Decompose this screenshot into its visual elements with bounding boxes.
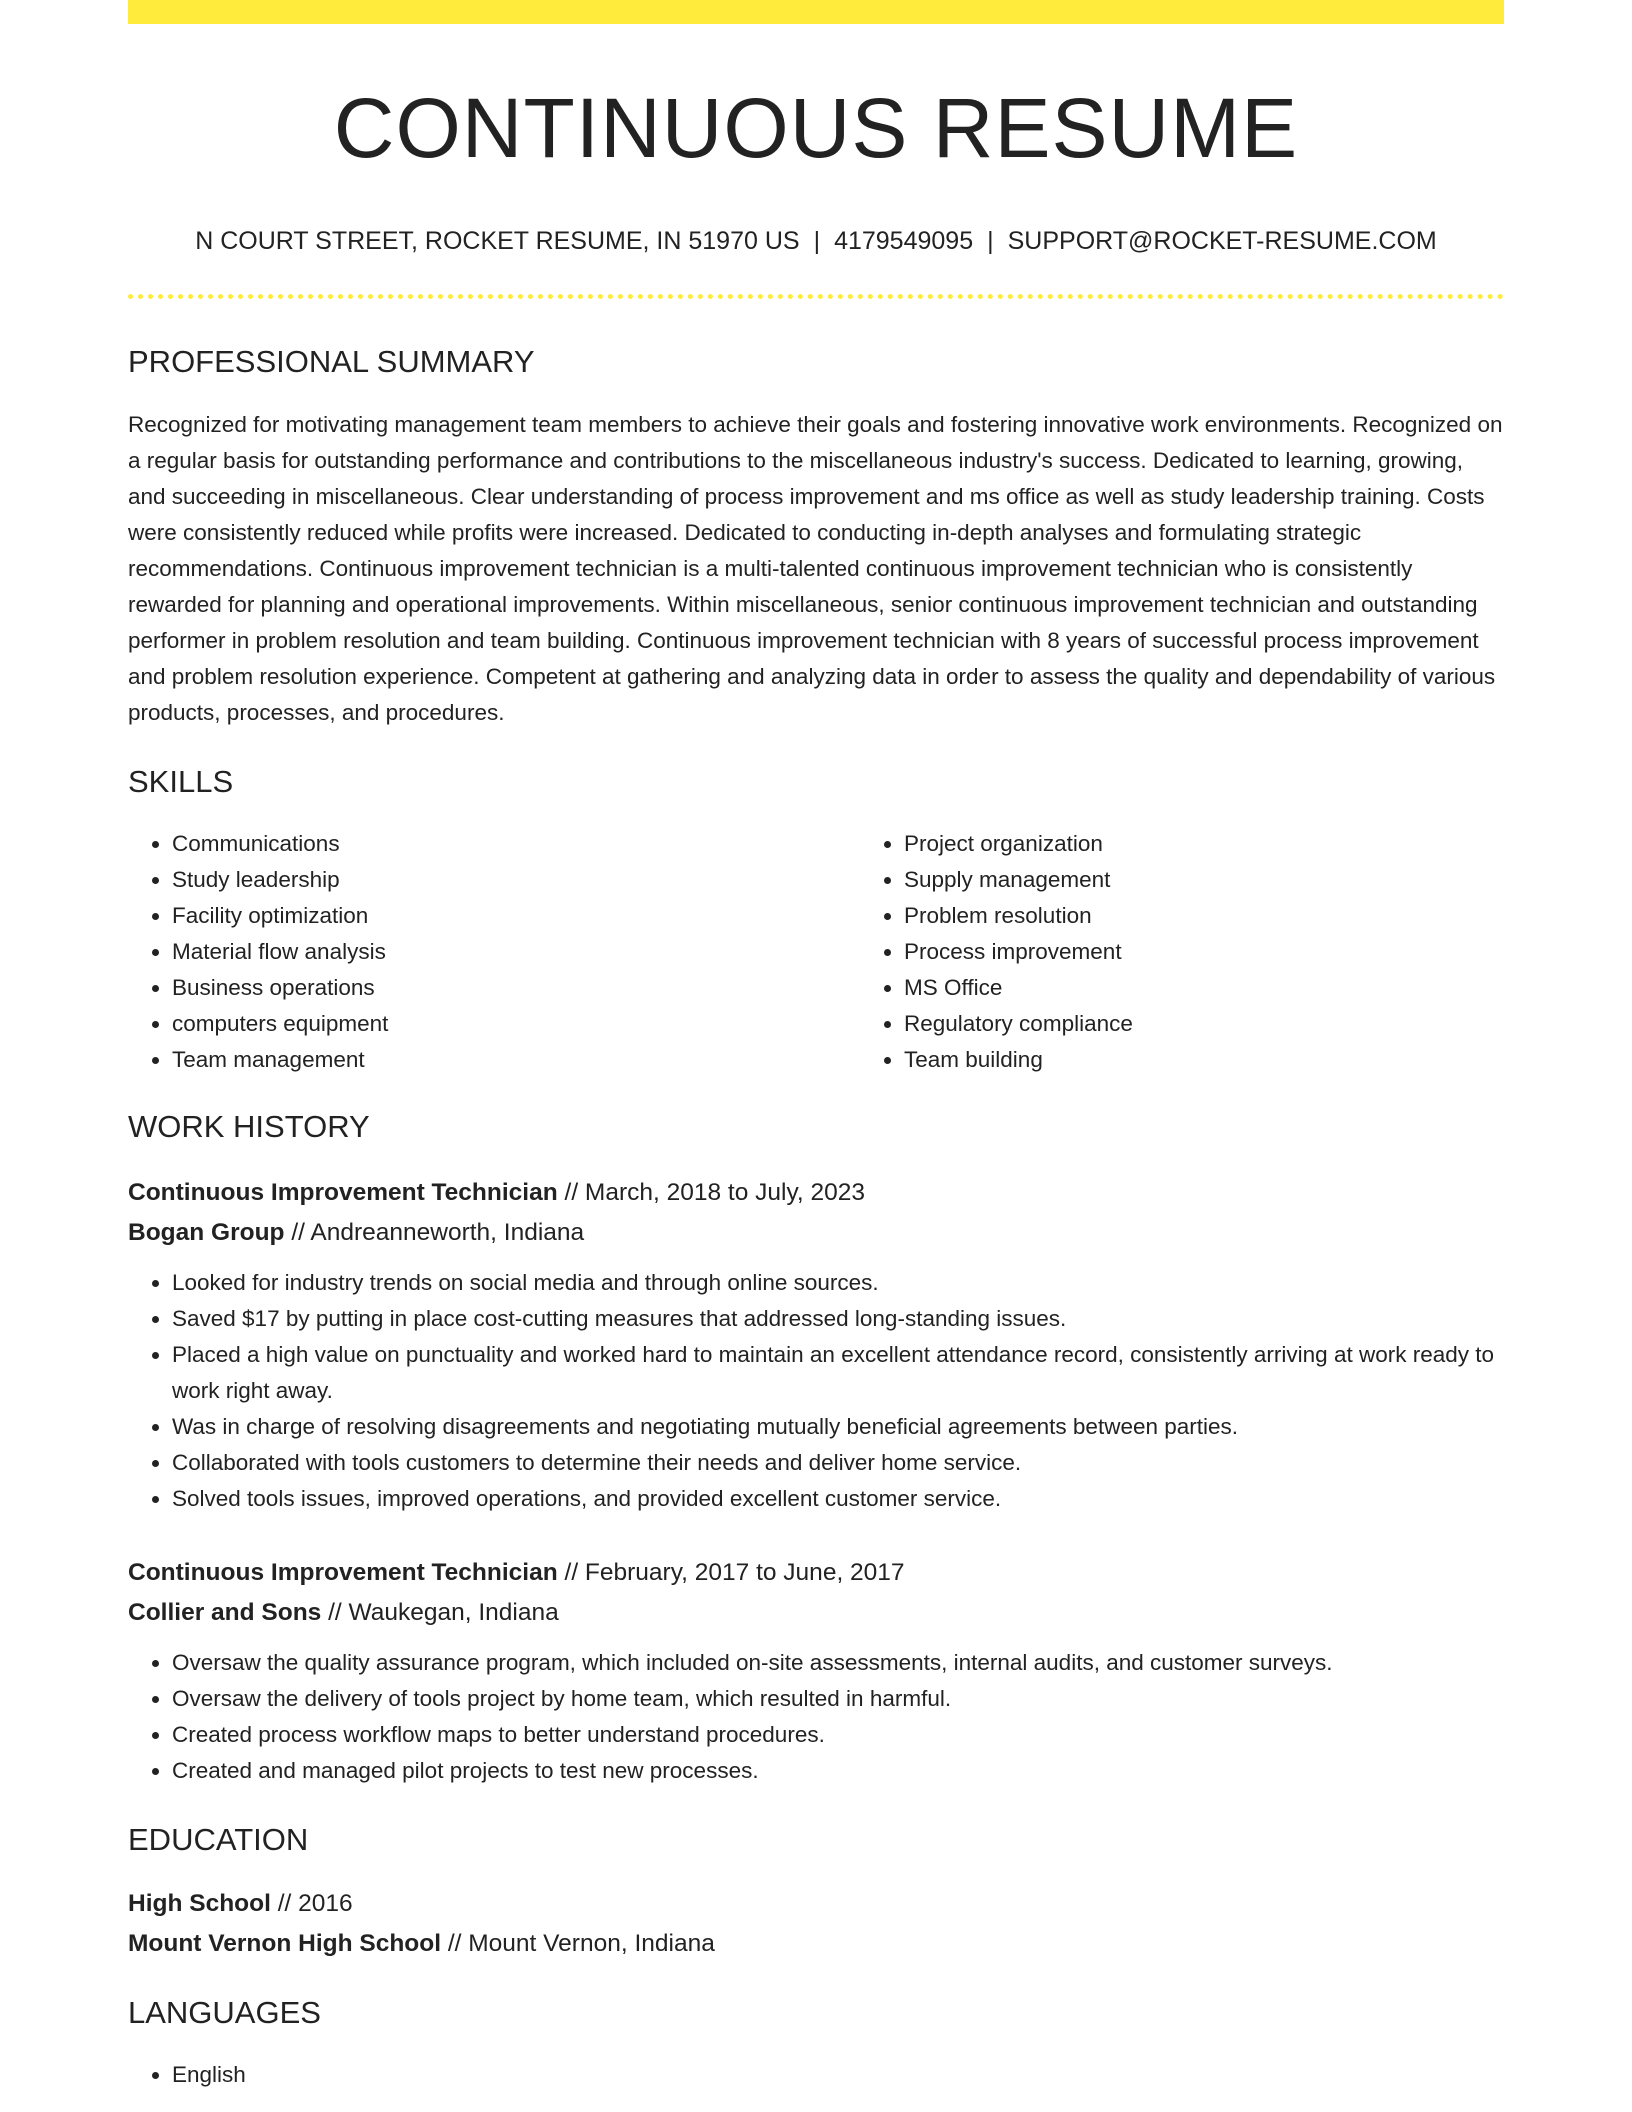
job-entry — [128, 1553, 1504, 1789]
education-entry — [128, 1884, 1504, 1964]
job-bullet: • Solved tools issues, improved operations, and provided excellent customer service. — [172, 1481, 1504, 1517]
phone[interactable]: 4179549095 — [834, 227, 974, 256]
skill-item: • Supply management — [904, 862, 1592, 898]
job-bullet: • Was in charge of resolving disagreements and negotiating mutually beneficial agreements between parties. — [172, 1409, 1504, 1445]
summary-heading: PROFESSIONAL SUMMARY — [128, 344, 535, 380]
skill-item: • Project organization — [904, 826, 1592, 862]
header-divider — [128, 294, 1504, 299]
skill-item: • Material flow analysis — [172, 934, 860, 970]
job-title: Continuous Improvement Technician — [128, 1558, 558, 1586]
education-degree-line — [128, 1884, 1504, 1924]
languages-heading: LANGUAGES — [128, 1995, 321, 2031]
skill-item: • Team building — [904, 1042, 1592, 1078]
education-degree: High School — [128, 1890, 271, 1918]
work-history-heading: WORK HISTORY — [128, 1108, 370, 1144]
skill-item: • Communications — [172, 826, 860, 862]
job-location: // Andreanneworth, Indiana — [284, 1218, 585, 1246]
skill-item: • Study leadership — [172, 862, 860, 898]
job-company-line — [128, 1593, 1504, 1633]
job-title-line — [128, 1553, 1504, 1593]
skill-item: • Regulatory compliance — [904, 1006, 1592, 1042]
job-dates: // March, 2018 to July, 2023 — [557, 1178, 866, 1206]
skill-item: • Facility optimization — [172, 898, 860, 934]
top-accent-bar — [128, 0, 1504, 24]
education-school: Mount Vernon High School — [128, 1930, 442, 1958]
job-bullet: • Created and managed pilot projects to test new processes. — [172, 1753, 1504, 1789]
email[interactable]: SUPPORT@ROCKET-RESUME.COM — [1007, 227, 1437, 256]
skill-item: • MS Office — [904, 970, 1592, 1006]
skill-item: • computers equipment — [172, 1006, 860, 1042]
resume-name: CONTINUOUS RESUME — [333, 81, 1299, 175]
skill-item: • Problem resolution — [904, 898, 1592, 934]
skills-list-left — [128, 826, 860, 1078]
job-company: Bogan Group — [128, 1218, 285, 1246]
job-bullet: • Created process workflow maps to better understand procedures. — [172, 1717, 1504, 1753]
job-bullet: • Oversaw the quality assurance program, which included on-site assessments, internal audits, and customer surveys. — [172, 1645, 1504, 1681]
skills-heading: SKILLS — [128, 763, 234, 799]
job-dates: // February, 2017 to June, 2017 — [557, 1558, 905, 1586]
skills-list-right — [860, 826, 1592, 1078]
education-heading: EDUCATION — [128, 1821, 309, 1857]
skills-columns — [128, 826, 1504, 1078]
address: N COURT STREET, ROCKET RESUME, IN 51970 US — [195, 227, 800, 256]
education-year: // 2016 — [270, 1890, 353, 1918]
education-school-line — [128, 1924, 1504, 1964]
job-title-line — [128, 1173, 1504, 1213]
contact-separator: | — [987, 227, 994, 256]
summary-text: Recognized for motivating management team members to achieve their goals and fostering innovative work environments. Recognized on a regular basis for outstanding performance and contributions to the miscellaneous industry's success. Dedicated to learning, growing, and succeeding in miscellaneous. Clear understanding of process improvement and ms office as well as study leadership training. Costs were consistently reduced while profits were increased. Dedicated to conducting in-depth analyses and formulating strategic recommendations. Continuous improvement technician is a multi-talented continuous improvement technician who is consistently rewarded for planning and operational improvements. Within miscellaneous, senior continuous improvement technician and outstanding performer in problem resolution and team building. Continuous improvement technician with 8 years of successful process improvement and problem resolution experience. Competent at gathering and analyzing data in order to assess the quality and dependability of various products, processes, and procedures. — [128, 411, 1503, 725]
education-location: // Mount Vernon, Indiana — [441, 1930, 715, 1958]
job-title: Continuous Improvement Technician — [128, 1178, 558, 1206]
language-item: • English — [172, 2057, 1504, 2093]
job-location: // Waukegan, Indiana — [321, 1598, 559, 1626]
skill-item: • Process improvement — [904, 934, 1592, 970]
job-bullet: • Looked for industry trends on social media and through online sources. — [172, 1265, 1504, 1301]
skill-item: • Team management — [172, 1042, 860, 1078]
job-entry — [128, 1173, 1504, 1517]
job-bullet: • Placed a high value on punctuality and worked hard to maintain an excellent attendance record, consistently arriving at work ready to work right away. — [172, 1337, 1504, 1409]
job-company: Collier and Sons — [128, 1598, 322, 1626]
skill-item: • Business operations — [172, 970, 860, 1006]
job-bullet: • Saved $17 by putting in place cost-cutting measures that addressed long-standing issues. — [172, 1301, 1504, 1337]
job-company-line — [128, 1213, 1504, 1253]
job-bullets — [128, 1645, 1504, 1789]
contact-separator: | — [813, 227, 821, 256]
resume-page — [128, 0, 1504, 2093]
job-bullet: • Oversaw the delivery of tools project by home team, which resulted in harmful. — [172, 1681, 1504, 1717]
languages-list — [128, 2057, 1504, 2093]
contact-line — [128, 226, 1504, 256]
job-bullet: • Collaborated with tools customers to determine their needs and deliver home service. — [172, 1445, 1504, 1481]
job-bullets — [128, 1265, 1504, 1517]
